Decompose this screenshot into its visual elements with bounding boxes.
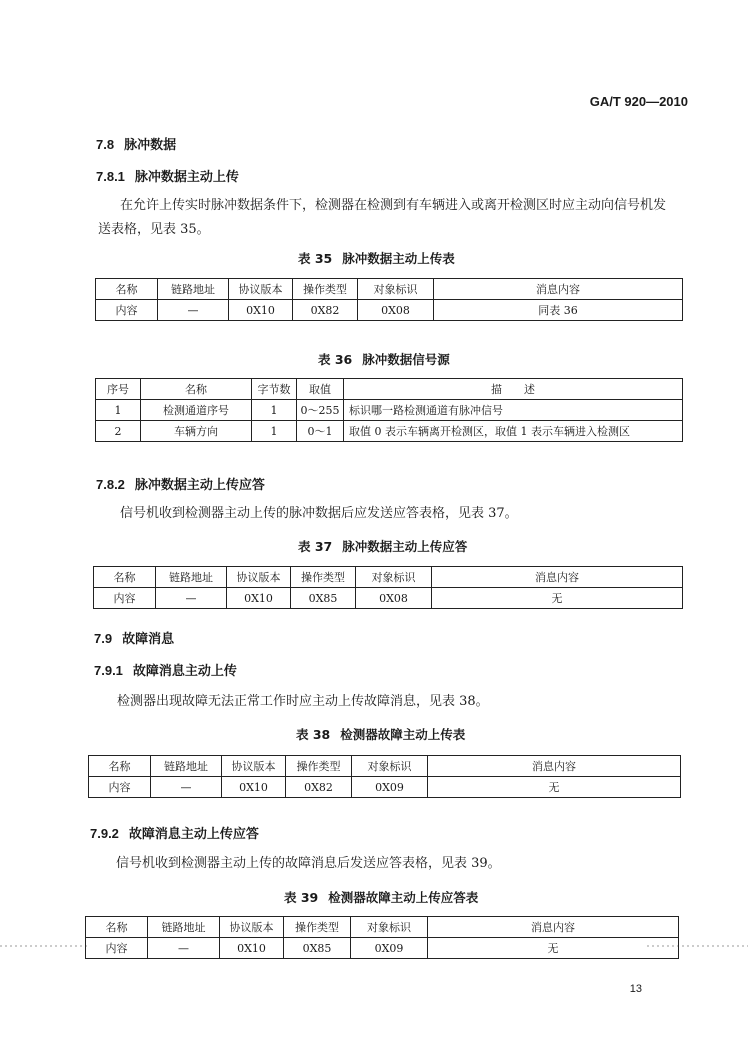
table-cell: 0X09	[351, 938, 428, 959]
table-cell: —	[148, 938, 220, 959]
table-number: 表 36	[318, 352, 353, 367]
table-cell: —	[158, 300, 229, 321]
table-cell: 无	[432, 588, 683, 609]
table-cell: 取值 0 表示车辆离开检测区，取值 1 表示车辆进入检测区	[344, 421, 683, 442]
paragraph-7-9-1: 检测器出现故障无法正常工作时应主动上传故障消息，见表 38。	[117, 694, 489, 709]
table-header-cell: 对象标识	[356, 567, 432, 588]
scan-artifact	[0, 936, 90, 946]
section-number: 7.9	[94, 631, 113, 646]
table-cell: 内容	[94, 588, 156, 609]
table-header-cell: 链路地址	[151, 756, 222, 777]
table-cell: 0～255	[297, 400, 344, 421]
table-header-row	[96, 379, 683, 400]
page-number: 13	[629, 983, 642, 995]
table-39	[85, 916, 679, 959]
table-header-cell: 消息内容	[432, 567, 683, 588]
table-header-cell: 链路地址	[156, 567, 227, 588]
table-row	[94, 588, 683, 609]
table-38	[88, 755, 681, 798]
table-35-caption	[298, 249, 455, 267]
table-number: 表 39	[284, 890, 319, 905]
table-header-cell: 操作类型	[291, 567, 356, 588]
table-header-cell: 名称	[141, 379, 252, 400]
table-title: 检测器故障主动上传表	[340, 727, 466, 742]
section-title: 故障消息主动上传应答	[128, 827, 259, 842]
table-number: 表 35	[298, 251, 333, 266]
table-header-cell: 对象标识	[352, 756, 428, 777]
table-number: 表 38	[296, 727, 331, 742]
table-cell: 0X85	[291, 588, 356, 609]
table-header-cell: 链路地址	[148, 917, 220, 938]
table-cell: 0X09	[352, 777, 428, 798]
table-row	[96, 400, 683, 421]
table-cell: 同表 36	[434, 300, 683, 321]
table-39-caption	[284, 888, 478, 906]
table-header-cell: 名称	[96, 279, 158, 300]
table-cell: 0X82	[286, 777, 352, 798]
table-header-row	[89, 756, 681, 777]
section-7-8-heading	[96, 134, 176, 153]
section-title: 脉冲数据	[124, 138, 177, 153]
table-cell: —	[156, 588, 227, 609]
table-header-cell: 操作类型	[286, 756, 352, 777]
table-header-cell: 协议版本	[227, 567, 291, 588]
table-37-caption	[298, 537, 467, 555]
table-header-row	[86, 917, 679, 938]
section-7-8-1-heading	[96, 166, 239, 185]
table-cell: 0X82	[293, 300, 358, 321]
table-header-cell: 操作类型	[284, 917, 351, 938]
table-header-cell: 名称	[89, 756, 151, 777]
paragraph-7-9-2: 信号机收到检测器主动上传的故障消息后发送应答表格，见表 39。	[116, 856, 501, 871]
table-header-cell: 协议版本	[220, 917, 284, 938]
table-cell: 0X08	[358, 300, 434, 321]
table-cell: 内容	[96, 300, 158, 321]
table-row	[86, 938, 679, 959]
table-cell: 内容	[89, 777, 151, 798]
table-header-cell: 名称	[86, 917, 148, 938]
table-header-cell: 协议版本	[222, 756, 286, 777]
table-header-cell: 协议版本	[229, 279, 293, 300]
table-cell: 0X08	[356, 588, 432, 609]
table-title: 检测器故障主动上传应答表	[328, 890, 479, 905]
table-header-cell: 消息内容	[428, 917, 679, 938]
paragraph-line: 送表格，见表 35。	[98, 222, 210, 237]
table-header-cell: 消息内容	[434, 279, 683, 300]
paragraph-7-8-1	[98, 194, 680, 242]
table-cell: 0X10	[227, 588, 291, 609]
table-37	[93, 566, 683, 609]
table-cell: 2	[96, 421, 141, 442]
table-cell: 1	[96, 400, 141, 421]
table-36-caption	[318, 350, 450, 368]
table-cell: 标识哪一路检测通道有脉冲信号	[344, 400, 683, 421]
table-36	[95, 378, 683, 442]
table-number: 表 37	[298, 539, 333, 554]
table-38-caption	[296, 725, 465, 743]
table-header-cell: 消息内容	[428, 756, 681, 777]
table-title: 脉冲数据信号源	[362, 352, 450, 367]
table-row	[89, 777, 681, 798]
table-cell: 1	[252, 400, 297, 421]
table-header-cell: 序号	[96, 379, 141, 400]
section-7-9-1-heading	[94, 660, 237, 679]
section-title: 脉冲数据主动上传	[134, 170, 239, 185]
table-header-cell: 字节数	[252, 379, 297, 400]
table-title: 脉冲数据主动上传应答	[342, 539, 468, 554]
table-cell: 0X10	[229, 300, 293, 321]
table-35	[95, 278, 683, 321]
table-header-cell: 取值	[297, 379, 344, 400]
section-number: 7.9.2	[90, 826, 119, 841]
section-number: 7.8.2	[96, 477, 125, 492]
table-cell: 1	[252, 421, 297, 442]
table-cell: 0～1	[297, 421, 344, 442]
paragraph-line: 在允许上传实时脉冲数据条件下，检测器在检测到有车辆进入或离开检测区时应主动向信号机发	[120, 198, 667, 213]
section-7-8-2-heading	[96, 474, 265, 493]
table-cell: 车辆方向	[141, 421, 252, 442]
section-number: 7.8	[96, 137, 115, 152]
table-cell: 0X10	[220, 938, 284, 959]
table-header-cell: 名称	[94, 567, 156, 588]
section-7-9-2-heading	[90, 823, 259, 842]
table-row	[96, 421, 683, 442]
standard-code: GA/T 920—2010	[589, 94, 688, 109]
table-cell: 无	[428, 938, 679, 959]
table-cell: 无	[428, 777, 681, 798]
section-number: 7.9.1	[94, 663, 123, 678]
table-cell: —	[151, 777, 222, 798]
table-cell: 0X10	[222, 777, 286, 798]
table-cell: 检测通道序号	[141, 400, 252, 421]
paragraph-7-8-2: 信号机收到检测器主动上传的脉冲数据后应发送应答表格，见表 37。	[120, 506, 518, 521]
section-7-9-heading	[94, 628, 174, 647]
table-cell: 内容	[86, 938, 148, 959]
section-number: 7.8.1	[96, 169, 125, 184]
table-header-cell: 链路地址	[158, 279, 229, 300]
table-header-cell: 描 述	[344, 379, 683, 400]
table-header-row	[94, 567, 683, 588]
table-header-cell: 对象标识	[351, 917, 428, 938]
table-header-cell: 对象标识	[358, 279, 434, 300]
table-header-row	[96, 279, 683, 300]
table-cell: 0X85	[284, 938, 351, 959]
table-row	[96, 300, 683, 321]
table-header-cell: 操作类型	[293, 279, 358, 300]
table-title: 脉冲数据主动上传表	[342, 251, 455, 266]
scan-noise-graphic	[0, 941, 90, 951]
section-title: 脉冲数据主动上传应答	[134, 478, 265, 493]
section-title: 故障消息主动上传	[132, 664, 237, 679]
section-title: 故障消息	[122, 632, 175, 647]
